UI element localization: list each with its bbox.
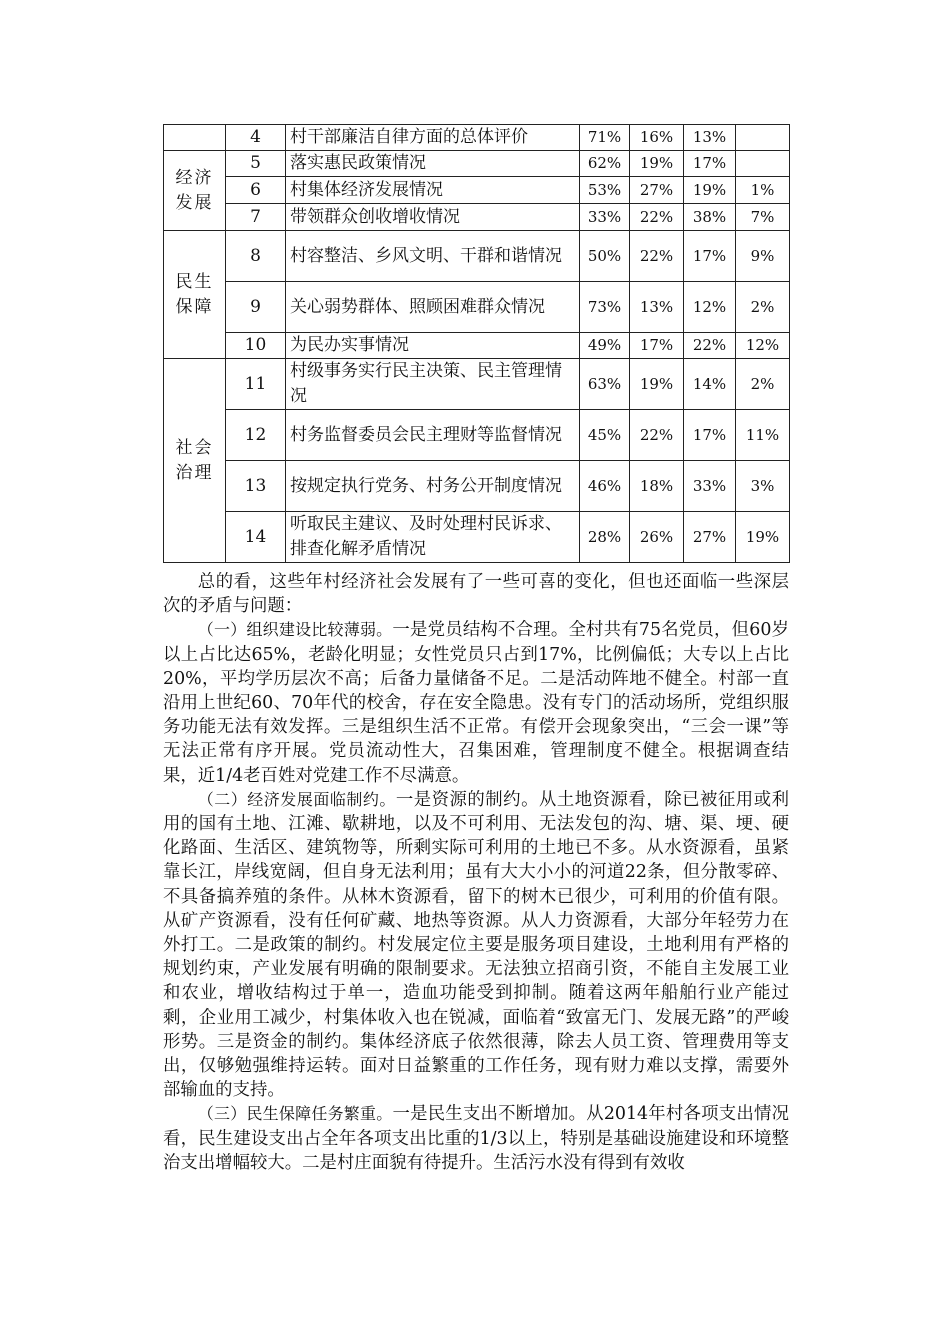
percent-cell-4: 2% xyxy=(736,359,790,410)
percent-cell-1: 50% xyxy=(580,231,630,282)
percent-cell-3: 33% xyxy=(684,461,736,512)
table-row xyxy=(164,359,790,410)
section-text-3: 一是民生支出不断增加。从2014年村各项支出情况看，民生建设支出占全年各项支出比重的1/3以上，特别是基础设施建设和环境整治支出增幅较大。二是村庄面貌有待提升。生活污水没有得到有效收 xyxy=(163,1104,789,1173)
percent-cell-3: 22% xyxy=(684,333,736,359)
percent-cell-1: 73% xyxy=(580,282,630,333)
table-row xyxy=(164,125,790,151)
percent-cell-2: 18% xyxy=(630,461,684,512)
percent-cell-2: 22% xyxy=(630,410,684,461)
number-cell: 12 xyxy=(226,410,286,461)
percent-cell-4: 1% xyxy=(736,177,790,204)
section-text-1: 一是党员结构不合理。全村共有75名党员，但60岁以上占比达65%，老龄化明显；女性党员只占到17%，比例偏低；大专以上占比20%，平均学历层次不高；后备力量储备不足。二是活动阵地不健全。村部一直沿用上世纪60、70年代的校舍，存在安全隐患。没有专门的活动场所，党组织服务功能无法有效发挥。三是组织生活不正常。有偿开会现象突出，“三会一课”等无法正常有序开展。党员流动性大，召集困难，管理制度不健全。根据调查结果，近1/4老百姓对党建工作不尽满意。 xyxy=(163,620,789,786)
category-cell: 社会 治理 xyxy=(164,359,226,563)
percent-cell-3: 14% xyxy=(684,359,736,410)
percent-cell-3: 17% xyxy=(684,151,736,177)
item-cell: 落实惠民政策情况 xyxy=(286,151,580,177)
section-text-2: 一是资源的制约。从土地资源看，除已被征用或利用的国有土地、江滩、歇耕地，以及不可利用、无法发包的沟、塘、渠、埂、硬化路面、生活区、建筑物等，所剩实际可利用的土地已不多。从水资源看，虽紧靠长江，岸线宽阔，但自身无法利用；虽有大大小小的河道22条，但分散零碎、不具备搞养殖的条件。从林木资源看，留下的树木已很少，可利用的价值有限。从矿产资源看，没有任何矿藏、地热等资源。从人力资源看，大部分年轻劳力在外打工。二是政策的制约。村发展定位主要是服务项目建设，土地利用有严格的规划约束，产业发展有明确的限制要求。无法独立招商引资，不能自主发展工业和农业，增收结构过于单一，造血功能受到抑制。随着这两年船舶行业产能过剩，企业用工减少，村集体收入也在锐减，面临着“致富无门、发展无路”的严峻形势。三是资金的制约。集体经济底子依然很薄，除去人员工资、管理费用等支出，仅够勉强维持运转。面对日益繁重的工作任务，现有财力难以支撑，需要外部输血的支持。 xyxy=(163,789,789,1101)
percent-cell-2: 26% xyxy=(630,512,684,563)
percent-cell-4: 7% xyxy=(736,204,790,231)
percent-cell-3: 27% xyxy=(684,512,736,563)
section-heading-3: （三）民生保障任务繁重。 xyxy=(197,1104,393,1124)
section-paragraph-3 xyxy=(163,1102,789,1175)
number-cell: 4 xyxy=(226,125,286,151)
percent-cell-4: 11% xyxy=(736,410,790,461)
survey-table xyxy=(163,124,790,563)
percent-cell-2: 17% xyxy=(630,333,684,359)
table-row xyxy=(164,461,790,512)
section-heading-2: （二）经济发展面临制约。 xyxy=(197,789,396,809)
item-cell: 听取民主建议、及时处理村民诉求、排查化解矛盾情况 xyxy=(286,512,580,563)
table-row xyxy=(164,204,790,231)
table-row xyxy=(164,512,790,563)
percent-cell-2: 19% xyxy=(630,359,684,410)
percent-cell-4 xyxy=(736,151,790,177)
percent-cell-4: 12% xyxy=(736,333,790,359)
percent-cell-1: 63% xyxy=(580,359,630,410)
percent-cell-1: 46% xyxy=(580,461,630,512)
percent-cell-3: 17% xyxy=(684,231,736,282)
percent-cell-1: 53% xyxy=(580,177,630,204)
number-cell: 7 xyxy=(226,204,286,231)
table-row xyxy=(164,151,790,177)
section-paragraph-2 xyxy=(163,788,789,1103)
item-cell: 村容整洁、乡风文明、干群和谐情况 xyxy=(286,231,580,282)
percent-cell-1: 28% xyxy=(580,512,630,563)
number-cell: 6 xyxy=(226,177,286,204)
percent-cell-2: 13% xyxy=(630,282,684,333)
percent-cell-2: 19% xyxy=(630,151,684,177)
item-cell: 村级事务实行民主决策、民主管理情况 xyxy=(286,359,580,410)
item-cell: 村务监督委员会民主理财等监督情况 xyxy=(286,410,580,461)
percent-cell-4: 9% xyxy=(736,231,790,282)
table-row xyxy=(164,231,790,282)
table-row xyxy=(164,333,790,359)
section-heading-1: （一）组织建设比较薄弱。 xyxy=(197,620,393,640)
body-text xyxy=(163,570,789,1175)
percent-cell-1: 49% xyxy=(580,333,630,359)
percent-cell-4: 2% xyxy=(736,282,790,333)
percent-cell-3: 19% xyxy=(684,177,736,204)
percent-cell-3: 38% xyxy=(684,204,736,231)
percent-cell-2: 22% xyxy=(630,204,684,231)
item-cell: 按规定执行党务、村务公开制度情况 xyxy=(286,461,580,512)
percent-cell-1: 45% xyxy=(580,410,630,461)
intro-paragraph: 总的看，这些年村经济社会发展有了一些可喜的变化，但也还面临一些深层次的矛盾与问题： xyxy=(163,572,789,617)
survey-table-wrapper xyxy=(163,124,790,563)
number-cell: 11 xyxy=(226,359,286,410)
percent-cell-1: 33% xyxy=(580,204,630,231)
item-cell: 关心弱势群体、照顾困难群众情况 xyxy=(286,282,580,333)
number-cell: 13 xyxy=(226,461,286,512)
number-cell: 9 xyxy=(226,282,286,333)
number-cell: 5 xyxy=(226,151,286,177)
category-cell xyxy=(164,125,226,151)
percent-cell-2: 22% xyxy=(630,231,684,282)
table-row xyxy=(164,177,790,204)
section-paragraph-1 xyxy=(163,618,789,787)
percent-cell-3: 17% xyxy=(684,410,736,461)
item-cell: 带领群众创收增收情况 xyxy=(286,204,580,231)
percent-cell-1: 62% xyxy=(580,151,630,177)
percent-cell-3: 12% xyxy=(684,282,736,333)
percent-cell-2: 16% xyxy=(630,125,684,151)
percent-cell-3: 13% xyxy=(684,125,736,151)
table-row xyxy=(164,282,790,333)
category-cell: 民生 保障 xyxy=(164,231,226,359)
percent-cell-4 xyxy=(736,125,790,151)
table-row xyxy=(164,410,790,461)
item-cell: 村集体经济发展情况 xyxy=(286,177,580,204)
category-cell: 经济 发展 xyxy=(164,151,226,231)
number-cell: 14 xyxy=(226,512,286,563)
percent-cell-4: 3% xyxy=(736,461,790,512)
item-cell: 村干部廉洁自律方面的总体评价 xyxy=(286,125,580,151)
item-cell: 为民办实事情况 xyxy=(286,333,580,359)
percent-cell-4: 19% xyxy=(736,512,790,563)
percent-cell-1: 71% xyxy=(580,125,630,151)
number-cell: 8 xyxy=(226,231,286,282)
percent-cell-2: 27% xyxy=(630,177,684,204)
number-cell: 10 xyxy=(226,333,286,359)
